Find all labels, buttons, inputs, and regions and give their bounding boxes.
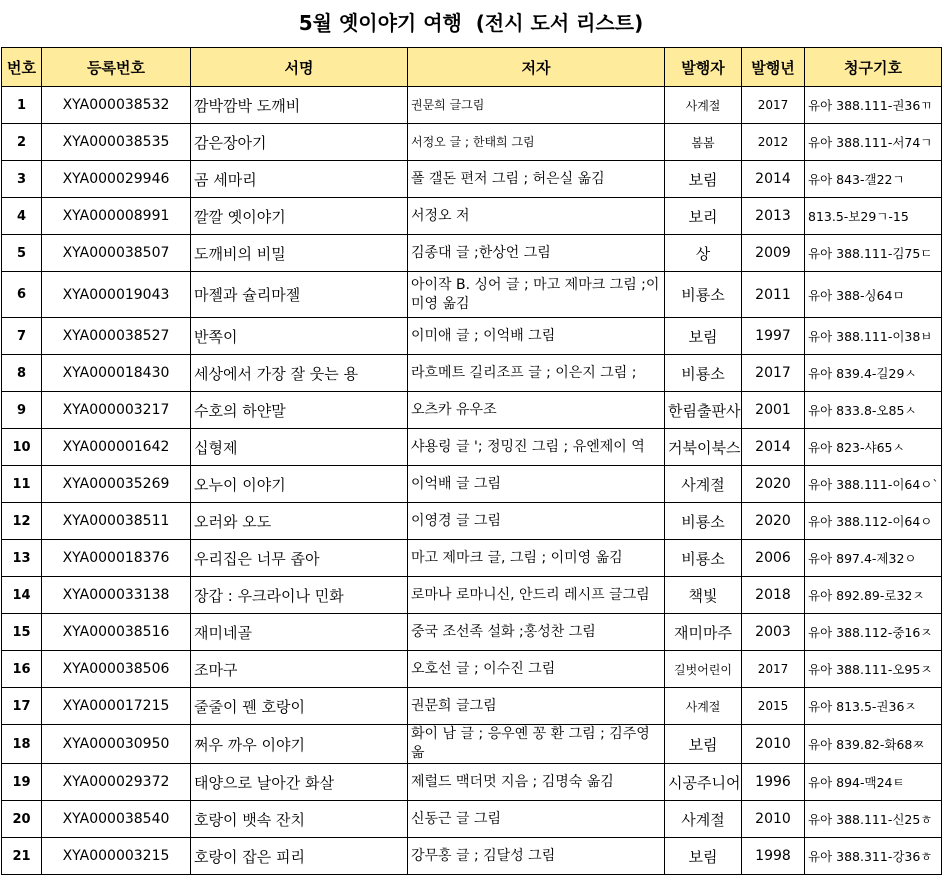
table-row	[2, 503, 942, 540]
cell-year: 2020	[742, 503, 805, 540]
cell-call-number: 유아 388.111-김75ㄷ	[805, 235, 942, 272]
cell-registration-number: XYA000038507	[42, 235, 191, 272]
cell-number: 9	[2, 392, 42, 429]
cell-author: 마고 제마크 글, 그림 ; 이미영 옮김	[408, 540, 665, 577]
cell-registration-number: XYA000038535	[42, 124, 191, 161]
header-registration-number: 등록번호	[42, 48, 191, 87]
cell-year: 2010	[742, 725, 805, 764]
cell-year: 2006	[742, 540, 805, 577]
cell-call-number: 유아 897.4-제32ㅇ	[805, 540, 942, 577]
header-number: 번호	[2, 48, 42, 87]
cell-number: 12	[2, 503, 42, 540]
cell-author: 이미애 글 ; 이억배 그림	[408, 318, 665, 355]
cell-book-title: 깔깔 옛이야기	[191, 198, 408, 235]
table-row	[2, 235, 942, 272]
cell-call-number: 유아 839.4-길29ㅅ	[805, 355, 942, 392]
cell-call-number: 유아 388.111-권36ㄲ	[805, 87, 942, 124]
cell-book-title: 마젤과 슐리마젤	[191, 272, 408, 318]
cell-author: 강무홍 글 ; 김달성 그림	[408, 838, 665, 875]
table-row	[2, 198, 942, 235]
cell-book-title: 곰 세마리	[191, 161, 408, 198]
cell-author: 폴 갤돈 편저 그림 ; 허은실 옮김	[408, 161, 665, 198]
cell-publisher: 거북이북스	[665, 429, 742, 466]
cell-number: 5	[2, 235, 42, 272]
cell-book-title: 깜박깜박 도깨비	[191, 87, 408, 124]
cell-number: 16	[2, 651, 42, 688]
cell-number: 6	[2, 272, 42, 318]
cell-year: 1997	[742, 318, 805, 355]
cell-registration-number: XYA000033138	[42, 577, 191, 614]
cell-book-title: 십형제	[191, 429, 408, 466]
cell-year: 2017	[742, 355, 805, 392]
cell-year: 2010	[742, 801, 805, 838]
cell-book-title: 호랑이 잡은 피리	[191, 838, 408, 875]
cell-number: 14	[2, 577, 42, 614]
table-row	[2, 725, 942, 764]
cell-number: 4	[2, 198, 42, 235]
cell-call-number: 유아 813.5-권36ㅈ	[805, 688, 942, 725]
cell-publisher: 책빛	[665, 577, 742, 614]
header-author: 저자	[408, 48, 665, 87]
cell-registration-number: XYA000003217	[42, 392, 191, 429]
cell-call-number: 유아 843-갤22ㄱ	[805, 161, 942, 198]
cell-book-title: 세상에서 가장 잘 웃는 용	[191, 355, 408, 392]
cell-publisher: 보리	[665, 198, 742, 235]
cell-year: 1996	[742, 764, 805, 801]
cell-year: 1998	[742, 838, 805, 875]
table-row	[2, 466, 942, 503]
cell-number: 1	[2, 87, 42, 124]
header-publisher: 발행자	[665, 48, 742, 87]
cell-publisher: 보림	[665, 725, 742, 764]
cell-book-title: 도깨비의 비밀	[191, 235, 408, 272]
cell-call-number: 유아 839.82-화68ㅉ	[805, 725, 942, 764]
table-row	[2, 688, 942, 725]
cell-author: 샤용링 글 '; 정밍진 그림 ; 유엔제이 역	[408, 429, 665, 466]
cell-book-title: 우리집은 너무 좁아	[191, 540, 408, 577]
cell-number: 8	[2, 355, 42, 392]
cell-book-title: 재미네골	[191, 614, 408, 651]
cell-publisher: 비룡소	[665, 540, 742, 577]
cell-author: 권문희 글그림	[408, 87, 665, 124]
table-row	[2, 355, 942, 392]
cell-book-title: 수호의 하얀말	[191, 392, 408, 429]
header-call-number: 청구기호	[805, 48, 942, 87]
cell-author: 이영경 글 그림	[408, 503, 665, 540]
header-book-title: 서명	[191, 48, 408, 87]
cell-publisher: 사계절	[665, 466, 742, 503]
cell-year: 2017	[742, 87, 805, 124]
cell-publisher: 비룡소	[665, 503, 742, 540]
table-row	[2, 577, 942, 614]
cell-registration-number: XYA000030950	[42, 725, 191, 764]
cell-author: 서정오 저	[408, 198, 665, 235]
cell-publisher: 사계절	[665, 87, 742, 124]
cell-year: 2018	[742, 577, 805, 614]
cell-book-title: 호랑이 뱃속 잔치	[191, 801, 408, 838]
cell-call-number: 813.5-보29ㄱ-15	[805, 198, 942, 235]
cell-year: 2013	[742, 198, 805, 235]
cell-book-title: 태양으로 날아간 화살	[191, 764, 408, 801]
cell-number: 3	[2, 161, 42, 198]
table-row	[2, 764, 942, 801]
cell-publisher: 비룡소	[665, 272, 742, 318]
cell-year: 2012	[742, 124, 805, 161]
cell-publisher: 보림	[665, 161, 742, 198]
cell-author: 김종대 글 ;한상언 그림	[408, 235, 665, 272]
cell-book-title: 반쪽이	[191, 318, 408, 355]
cell-publisher: 사계절	[665, 688, 742, 725]
table-row	[2, 124, 942, 161]
cell-registration-number: XYA000035269	[42, 466, 191, 503]
cell-year: 2009	[742, 235, 805, 272]
cell-call-number: 유아 388.111-이38ㅂ	[805, 318, 942, 355]
cell-publisher: 봄봄	[665, 124, 742, 161]
cell-publisher: 시공주니어	[665, 764, 742, 801]
table-row	[2, 651, 942, 688]
cell-number: 13	[2, 540, 42, 577]
cell-registration-number: XYA000001642	[42, 429, 191, 466]
cell-year: 2003	[742, 614, 805, 651]
cell-number: 18	[2, 725, 42, 764]
cell-year: 2020	[742, 466, 805, 503]
cell-year: 2014	[742, 429, 805, 466]
cell-registration-number: XYA000018430	[42, 355, 191, 392]
cell-year: 2011	[742, 272, 805, 318]
cell-author: 아이작 B. 싱어 글 ; 마고 제마크 그림 ;이미영 옮김	[408, 272, 665, 318]
table-row	[2, 318, 942, 355]
cell-call-number: 유아 892.89-로32ㅈ	[805, 577, 942, 614]
cell-book-title: 쩌우 까우 이야기	[191, 725, 408, 764]
cell-publisher: 비룡소	[665, 355, 742, 392]
cell-author: 로마나 로마니신, 안드리 레시프 글그림	[408, 577, 665, 614]
cell-registration-number: XYA000038540	[42, 801, 191, 838]
cell-call-number: 유아 823-샤65ㅅ	[805, 429, 942, 466]
cell-registration-number: XYA000029946	[42, 161, 191, 198]
cell-author: 오호선 글 ; 이수진 그림	[408, 651, 665, 688]
cell-author: 제럴드 맥더멋 지음 ; 김명숙 옮김	[408, 764, 665, 801]
cell-registration-number: XYA000038511	[42, 503, 191, 540]
table-row	[2, 392, 942, 429]
cell-author: 신동근 글 그림	[408, 801, 665, 838]
table-row	[2, 429, 942, 466]
cell-registration-number: XYA000003215	[42, 838, 191, 875]
cell-registration-number: XYA000038527	[42, 318, 191, 355]
cell-registration-number: XYA000038532	[42, 87, 191, 124]
table-row	[2, 272, 942, 318]
cell-author: 이억배 글 그림	[408, 466, 665, 503]
cell-call-number: 유아 388.112-중16ㅈ	[805, 614, 942, 651]
cell-call-number: 유아 388.111-이64ㅇ`	[805, 466, 942, 503]
cell-call-number: 유아 388.111-신25ㅎ	[805, 801, 942, 838]
cell-publisher: 재미마주	[665, 614, 742, 651]
cell-registration-number: XYA000029372	[42, 764, 191, 801]
cell-number: 11	[2, 466, 42, 503]
table-row	[2, 87, 942, 124]
cell-registration-number: XYA000008991	[42, 198, 191, 235]
cell-call-number: 유아 388.311-강36ㅎ	[805, 838, 942, 875]
cell-author: 화이 남 글 ; 응우옌 꽁 환 그림 ; 김주영 옮	[408, 725, 665, 764]
book-list-table	[1, 47, 942, 875]
cell-book-title: 장갑 : 우크라이나 민화	[191, 577, 408, 614]
table-row	[2, 161, 942, 198]
cell-book-title: 오누이 이야기	[191, 466, 408, 503]
cell-author: 오츠카 유우조	[408, 392, 665, 429]
cell-author: 라흐메트 길리조프 글 ; 이은지 그림 ;	[408, 355, 665, 392]
cell-year: 2015	[742, 688, 805, 725]
table-row	[2, 540, 942, 577]
cell-number: 7	[2, 318, 42, 355]
cell-year: 2017	[742, 651, 805, 688]
cell-publisher: 보림	[665, 318, 742, 355]
cell-number: 21	[2, 838, 42, 875]
cell-registration-number: XYA000017215	[42, 688, 191, 725]
cell-author: 서정오 글 ; 한태희 그림	[408, 124, 665, 161]
cell-author: 중국 조선족 설화 ;홍성찬 그림	[408, 614, 665, 651]
cell-number: 10	[2, 429, 42, 466]
cell-number: 2	[2, 124, 42, 161]
table-row	[2, 614, 942, 651]
cell-publisher: 길벗어린이	[665, 651, 742, 688]
cell-book-title: 줄줄이 꿴 호랑이	[191, 688, 408, 725]
cell-registration-number: XYA000018376	[42, 540, 191, 577]
cell-book-title: 오러와 오도	[191, 503, 408, 540]
cell-registration-number: XYA000019043	[42, 272, 191, 318]
header-year: 발행년	[742, 48, 805, 87]
cell-call-number: 유아 388-싱64ㅁ	[805, 272, 942, 318]
cell-publisher: 보림	[665, 838, 742, 875]
cell-call-number: 유아 388.111-오95ㅈ	[805, 651, 942, 688]
cell-book-title: 감은장아기	[191, 124, 408, 161]
cell-book-title: 조마구	[191, 651, 408, 688]
cell-number: 20	[2, 801, 42, 838]
page-title: 5월 옛이야기 여행 (전시 도서 리스트)	[298, 11, 644, 35]
cell-call-number: 유아 833.8-오85ㅅ	[805, 392, 942, 429]
cell-registration-number: XYA000038506	[42, 651, 191, 688]
cell-publisher: 상	[665, 235, 742, 272]
cell-author: 권문희 글그림	[408, 688, 665, 725]
cell-call-number: 유아 388.112-이64ㅇ	[805, 503, 942, 540]
table-header-row	[2, 48, 942, 87]
cell-call-number: 유아 388.111-서74ㄱ	[805, 124, 942, 161]
cell-call-number: 유아 894-맥24ㅌ	[805, 764, 942, 801]
cell-year: 2014	[742, 161, 805, 198]
cell-number: 17	[2, 688, 42, 725]
cell-registration-number: XYA000038516	[42, 614, 191, 651]
table-row	[2, 838, 942, 875]
cell-publisher: 사계절	[665, 801, 742, 838]
cell-year: 2001	[742, 392, 805, 429]
table-row	[2, 801, 942, 838]
cell-number: 19	[2, 764, 42, 801]
cell-number: 15	[2, 614, 42, 651]
cell-publisher: 한림출판사	[665, 392, 742, 429]
